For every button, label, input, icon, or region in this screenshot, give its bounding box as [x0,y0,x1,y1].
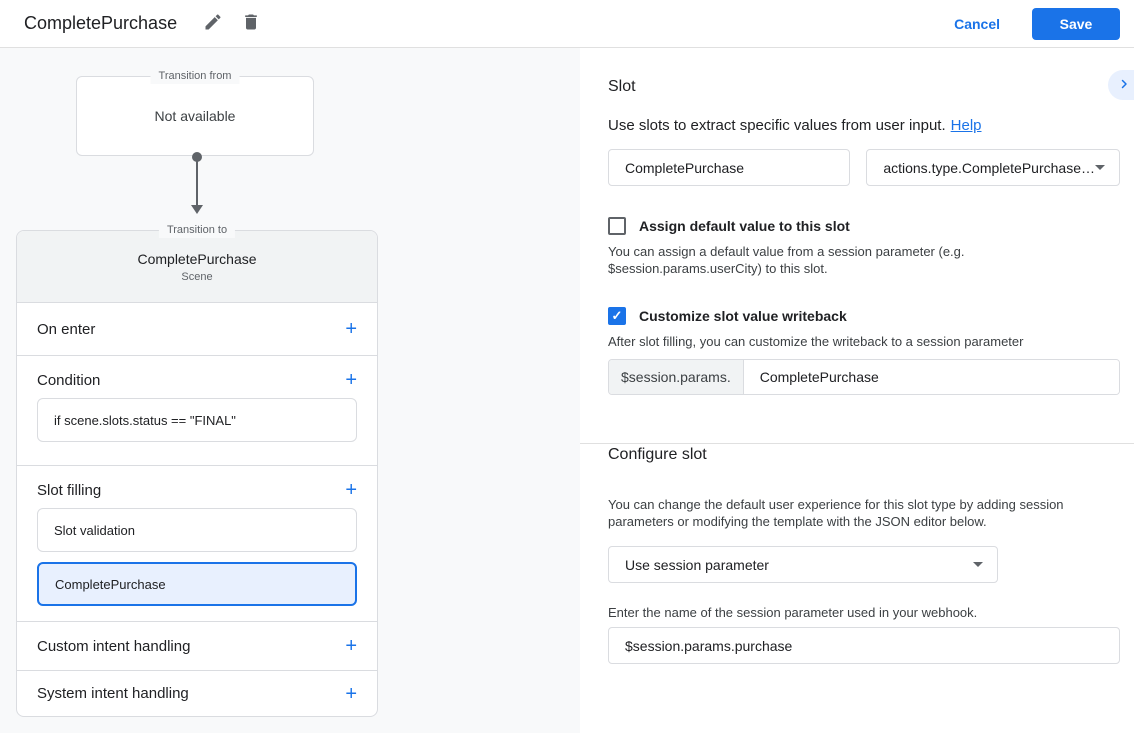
writeback-param-prefix: $session.params. [609,360,744,394]
writeback-description: After slot filling, you can customize the writeback to a session parameter [608,334,1024,349]
writeback-label: Customize slot value writeback [639,308,847,324]
scene-card-header [17,231,377,303]
check-icon: ✓ [611,308,623,323]
assign-default-label: Assign default value to this slot [639,218,850,234]
writeback-param-input[interactable] [744,360,1119,394]
section-label: System intent handling [37,685,189,702]
add-on-enter-button[interactable] [345,319,357,339]
dropdown-arrow-icon [973,562,983,567]
scene-type: Scene [181,271,213,283]
section-label: Slot filling [37,481,102,499]
help-link[interactable]: Help [950,117,982,134]
add-system-intent-button[interactable] [345,684,357,704]
configure-slot-description: You can change the default user experience for this slot type by adding session parameters or modifying the template with the JSON editor below. [608,497,1064,529]
section-custom-intent [17,621,377,670]
session-param-input[interactable] [608,627,1120,664]
writeback-row [608,307,1120,325]
slot-type-select[interactable] [866,149,1120,186]
page-title: CompletePurchase [24,13,178,33]
section-condition [17,355,377,465]
collapse-panel-button[interactable] [1108,70,1134,100]
top-bar [0,0,1134,48]
dropdown-arrow-icon [1095,165,1105,170]
session-param-label: Enter the name of the session parameter used in your webhook. [608,605,978,620]
cancel-button[interactable]: Cancel [938,8,1016,40]
writeback-param-field [608,359,1120,395]
section-system-intent [17,670,377,716]
section-divider [580,443,1134,444]
transition-from-box [76,70,314,156]
panel-title: Slot [608,78,636,95]
transition-from-label: Transition from [151,69,240,84]
slot-validation-item[interactable]: Slot validation [37,508,357,552]
add-slot-button[interactable] [345,480,357,500]
arrow-down-icon [191,205,203,214]
save-button[interactable]: Save [1032,8,1120,40]
add-icon: + [345,318,357,340]
add-icon: + [345,682,357,705]
pencil-icon [203,12,223,35]
configure-slot-title: Configure slot [608,446,707,463]
chevron-right-icon [1118,78,1130,93]
section-label: On enter [37,320,96,338]
writeback-checkbox[interactable] [608,307,626,325]
add-icon: + [345,635,357,657]
trash-icon [241,12,261,35]
edit-title-button[interactable] [199,8,227,39]
slot-type-value: actions.type.CompletePurchase… [883,159,1095,176]
config-method-select[interactable] [608,546,998,583]
assign-default-checkbox[interactable] [608,217,626,235]
section-label: Condition [37,371,101,389]
transition-to-card [16,224,378,717]
transition-to-label: Transition to [159,223,235,238]
scene-diagram-panel [0,48,580,733]
condition-item[interactable]: if scene.slots.status == "FINAL" [37,398,357,442]
section-label: Custom intent handling [37,637,191,655]
slot-editor-panel [580,48,1134,733]
add-icon: + [345,369,357,391]
add-custom-intent-button[interactable] [345,636,357,656]
assign-default-row [608,217,1120,235]
slot-name-input[interactable] [608,149,850,186]
delete-scene-button[interactable] [237,8,265,39]
assign-default-description: You can assign a default value from a session parameter (e.g. $session.params.userCity) to this slot. [608,244,965,276]
config-method-value: Use session parameter [625,556,769,573]
slot-item-completepurchase[interactable]: CompletePurchase [37,562,357,606]
section-slot-filling [17,465,377,621]
connector-line [196,160,198,206]
add-icon: + [345,479,357,501]
section-on-enter [17,303,377,355]
transition-from-content: Not available [154,108,236,124]
slot-intro-text: Use slots to extract specific values from user input. Help [608,117,982,134]
add-condition-button[interactable] [345,370,357,390]
scene-name: CompletePurchase [137,251,257,267]
